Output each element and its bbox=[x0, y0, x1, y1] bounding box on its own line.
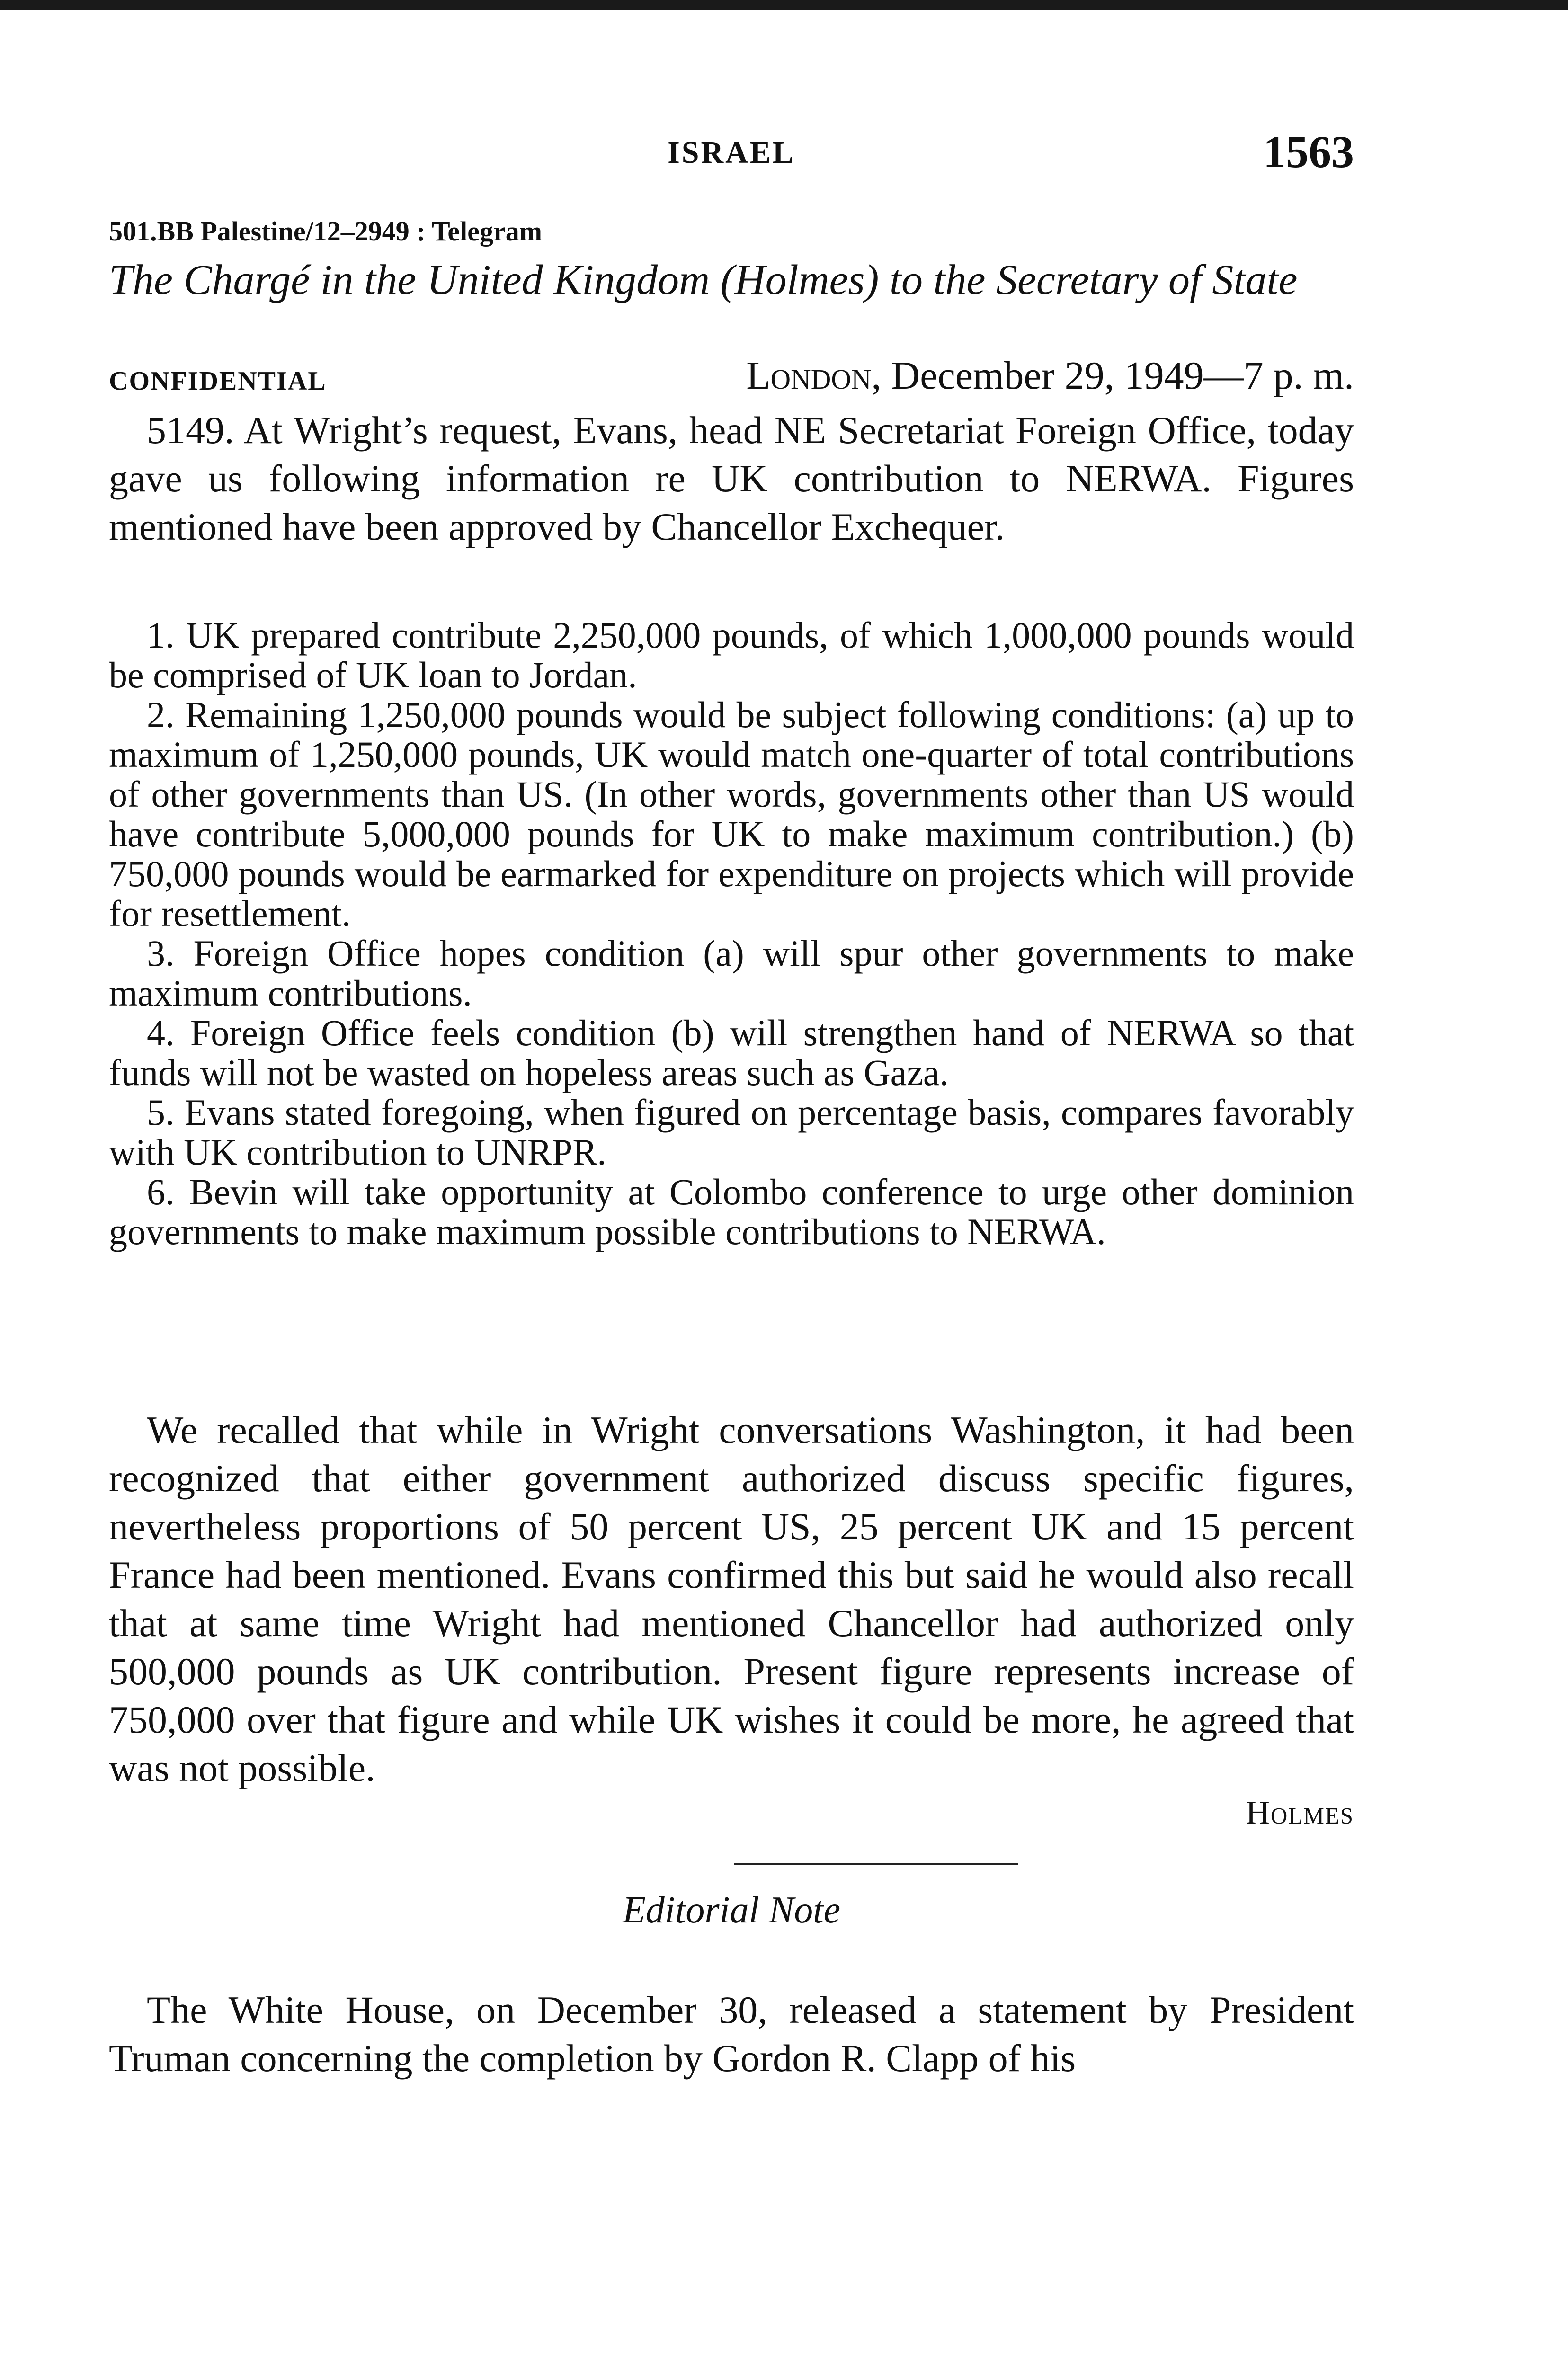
dateline bbox=[109, 353, 1354, 400]
numbered-items bbox=[109, 615, 1354, 1252]
running-head bbox=[109, 125, 1354, 182]
classification-label: CONFIDENTIAL bbox=[109, 366, 327, 396]
file-reference: 501.BB Palestine/12–2949 : Telegram bbox=[109, 216, 543, 247]
editorial-note-paragraph: The White House, on December 30, released a statement by President Truman concerning the completion by Gordon R. Clapp of his bbox=[109, 1988, 1354, 2080]
telegram-closing bbox=[109, 1406, 1354, 1792]
editorial-note-heading: Editorial Note bbox=[623, 1889, 840, 1931]
list-item: 4. Foreign Office feels condition (b) will strengthen hand of NERWA so that funds will not be wasted on hopeless areas such as Gaza. bbox=[109, 1012, 1354, 1093]
place-and-date bbox=[746, 353, 1354, 399]
telegram-intro bbox=[109, 406, 1354, 551]
list-item: 1. UK prepared contribute 2,250,000 pounds, of which 1,000,000 pounds would be comprised of UK loan to Jordan. bbox=[109, 614, 1354, 695]
closing-paragraph: We recalled that while in Wright conversations Washington, it had been recognized that either government authorized discuss specific figures, nevertheless proportions of 50 percent US, 25 percent UK and 15 percent France had been mentioned. Evans confirmed this but said he would also recall that at same time Wright had mentioned Chancellor had authorized only 500,000 pounds as UK contribution. Present figure represents increase of 750,000 over that figure and while UK wishes it could be more, he agreed that was not possible. bbox=[109, 1408, 1354, 1789]
list-item: 6. Bevin will take opportunity at Colombo conference to urge other dominion governments to make maximum possible contributions to NERWA. bbox=[109, 1171, 1354, 1252]
section-divider bbox=[734, 1863, 1018, 1865]
editorial-note-body bbox=[109, 1986, 1354, 2082]
list-item: 3. Foreign Office hopes condition (a) will spur other governments to make maximum contributions. bbox=[109, 933, 1354, 1014]
document-title: The Chargé in the United Kingdom (Holmes) to the Secretary of State bbox=[109, 257, 1298, 303]
intro-paragraph: 5149. At Wright’s request, Evans, head NE Secretariat Foreign Office, today gave us following information re UK contribution to NERWA. Figures mentioned have been approved by Chancellor Exchequer. bbox=[109, 409, 1354, 548]
top-edge-rule bbox=[0, 0, 1568, 10]
date: , December 29, 1949—7 p. m. bbox=[871, 354, 1354, 398]
list-item: 5. Evans stated foregoing, when figured on percentage basis, compares favorably with UK contribution to UNRPR. bbox=[109, 1092, 1354, 1173]
running-title: ISRAEL bbox=[668, 135, 795, 170]
page-number: 1563 bbox=[1263, 126, 1354, 177]
place: London bbox=[746, 354, 872, 398]
list-item: 2. Remaining 1,250,000 pounds would be subject following conditions: (a) up to maximum of 1,250,000 pounds, UK would match one-quarter of total contributions of other governments than US. (In other words, governments other than US would have contribute 5,000,000 pounds for UK to make maximum contribution.) (b) 750,000 pounds would be earmarked for expenditure on projects which will provide for resettlement. bbox=[109, 694, 1354, 934]
signature: Holmes bbox=[1246, 1795, 1354, 1831]
